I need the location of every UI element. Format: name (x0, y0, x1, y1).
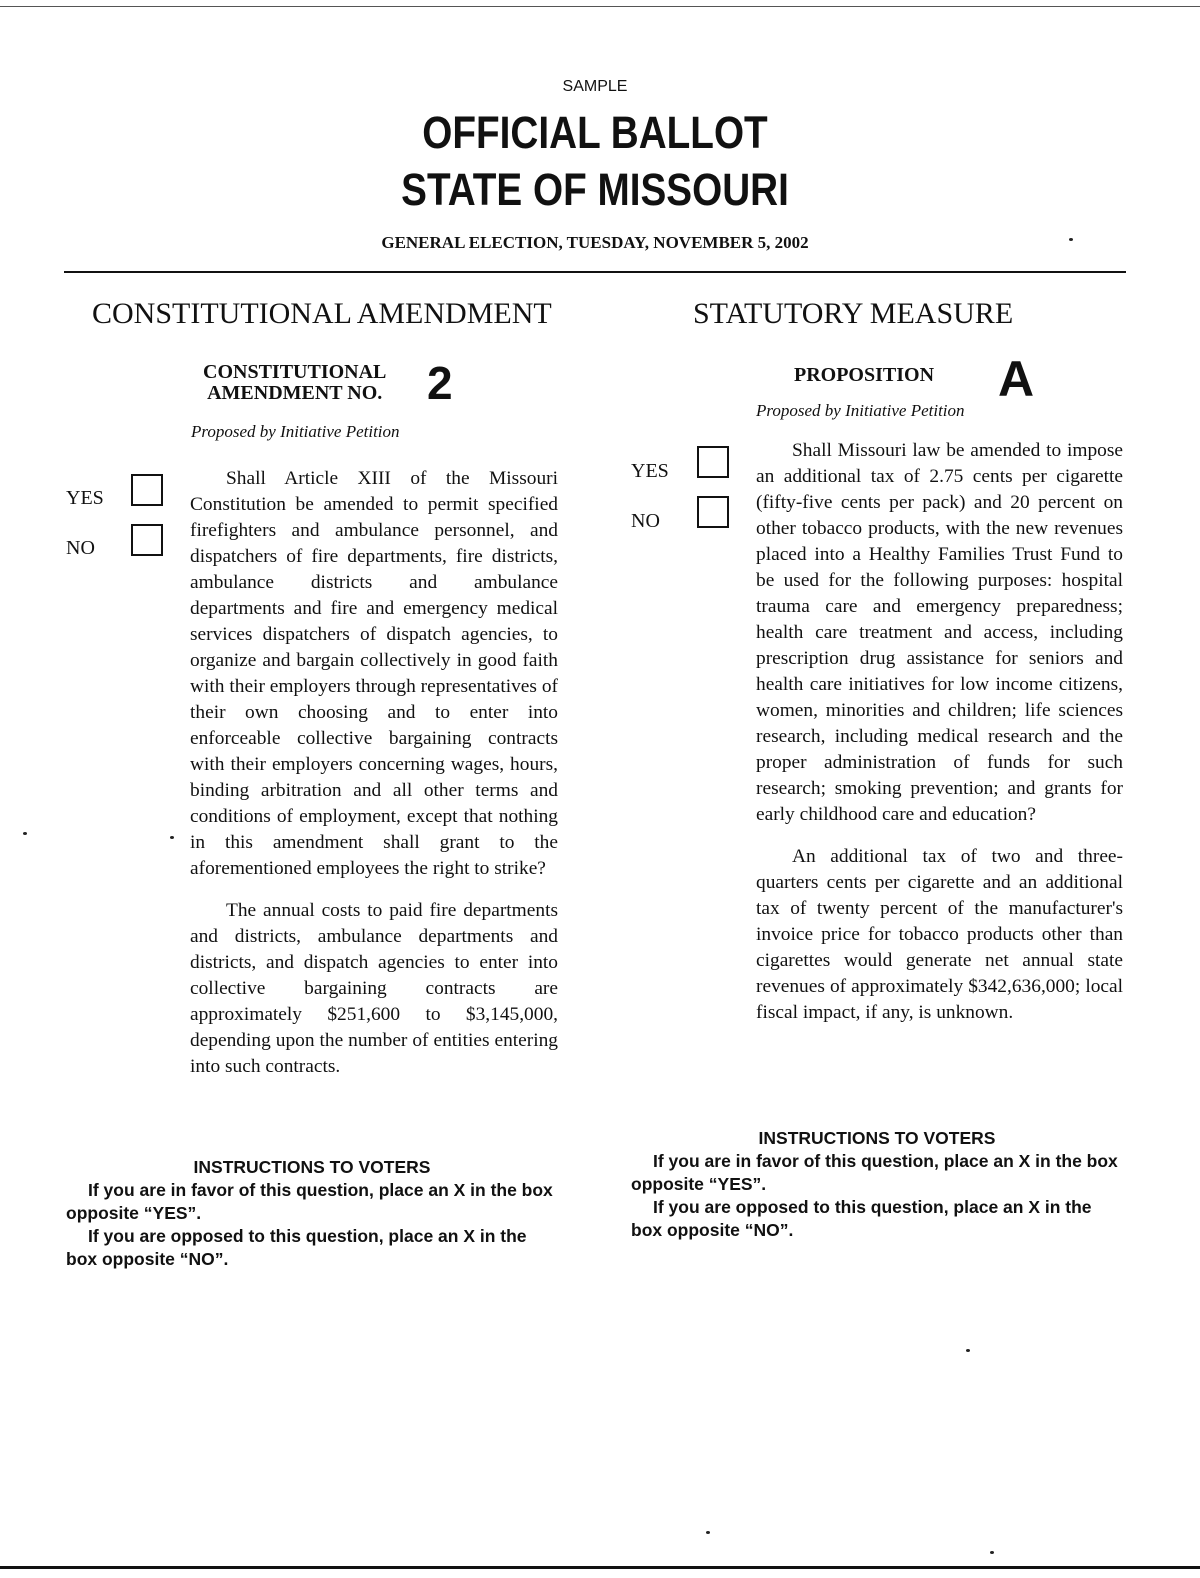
state-title: STATE OF MISSOURI (401, 164, 789, 215)
scan-speck (966, 1349, 970, 1352)
election-date: GENERAL ELECTION, TUESDAY, NOVEMBER 5, 2002 (381, 233, 809, 252)
proposition-no-checkbox[interactable] (697, 496, 729, 528)
amendment-yes-label: YES (66, 487, 104, 509)
scan-speck (170, 836, 174, 839)
proposition-yes-checkbox[interactable] (697, 446, 729, 478)
scan-speck (23, 832, 27, 835)
section-title-constitutional-amendment: CONSTITUTIONAL AMENDMENT (92, 297, 552, 330)
amendment-number: 2 (427, 357, 453, 409)
amendment-instruction-no: If you are opposed to this question, place an X in the box opposite “NO”. (66, 1226, 527, 1269)
amendment-instruction-yes: If you are in favor of this question, place an X in the box opposite “YES”. (66, 1180, 553, 1223)
proposition-yes-label: YES (631, 460, 669, 482)
proposition-no-label: NO (631, 510, 660, 532)
amendment-label-line2: AMENDMENT NO. (207, 382, 383, 404)
amendment-question: Shall Article XIII of the Missouri Constitution be amended to permit specified firefighters and ambulance personnel, and dispatchers of fire departments, fire districts, ambulance districts and ambulance departments and fire and emergency medical services dispatchers of dispatch agencies, to organize and bargain collectively in good faith with their employers through representatives of their own choosing and to enter into enforceable collective bargaining contracts with their employers concerning wages, hours, binding arbitration and all other terms and conditions of employment, except that nothing in this amendment shall grant to the aforementioned employees the right to strike? (190, 468, 558, 879)
proposition-fiscal-note: An additional tax of two and three-quarters cents per cigarette and an additional tax of twenty percent of the manufacturer's invoice price for tobacco products other than cigarettes would generate net annual state revenues of approximately $342,636,000; local fiscal impact, if any, is unknown. (756, 846, 1123, 1023)
amendment-fiscal-note: The annual costs to paid fire departments and districts, ambulance departments and districts, and dispatch agencies to enter into collective bargaining contracts are approximately $251,600 to $3,145,000, depending upon the number of entities entering into such contracts. (190, 900, 558, 1077)
amendment-no-label: NO (66, 537, 95, 559)
proposition-instructions-title: INSTRUCTIONS TO VOTERS (758, 1128, 996, 1148)
header-divider (64, 271, 1126, 273)
scan-speck (1069, 238, 1073, 241)
amendment-label-line1: CONSTITUTIONAL (203, 361, 387, 383)
proposition-proposed-by: Proposed by Initiative Petition (756, 401, 965, 420)
amendment-proposed-by: Proposed by Initiative Petition (191, 422, 400, 441)
proposition-label: PROPOSITION (794, 364, 935, 386)
proposition-instructions (631, 1127, 1123, 1242)
proposition-question: Shall Missouri law be amended to impose an additional tax of 2.75 cents per cigarette (fifty-five cents per pack) and 20 percent on other tobacco products, with the new revenues placed into a Healthy Families Trust Fund to be used for the following purposes: hospital trauma care and emergency preparedness; health care treatment and access, including prescription drug assistance for seniors and health care initiatives for low income citizens, women, minorities and children; life sciences research, including medical research and the proper administration of funds for such research; smoking prevention; and grants for early childhood care and education? (756, 440, 1123, 825)
top-border-line (0, 6, 1200, 7)
sample-label: SAMPLE (562, 78, 628, 95)
amendment-ballot-text (190, 466, 558, 1080)
section-title-statutory-measure: STATUTORY MEASURE (693, 297, 1014, 330)
ballot-title: OFFICIAL BALLOT (422, 107, 768, 158)
proposition-ballot-text (756, 438, 1123, 1026)
amendment-no-checkbox[interactable] (131, 524, 163, 556)
proposition-letter: A (998, 351, 1035, 407)
scan-speck (706, 1531, 710, 1534)
amendment-instructions-title: INSTRUCTIONS TO VOTERS (193, 1157, 431, 1177)
proposition-instruction-no: If you are opposed to this question, place an X in the box opposite “NO”. (631, 1197, 1092, 1240)
proposition-instruction-yes: If you are in favor of this question, place an X in the box opposite “YES”. (631, 1151, 1118, 1194)
bottom-border-line (0, 1566, 1200, 1569)
amendment-yes-checkbox[interactable] (131, 474, 163, 506)
amendment-label (203, 362, 386, 404)
amendment-instructions (66, 1156, 558, 1271)
scan-speck (990, 1551, 994, 1554)
